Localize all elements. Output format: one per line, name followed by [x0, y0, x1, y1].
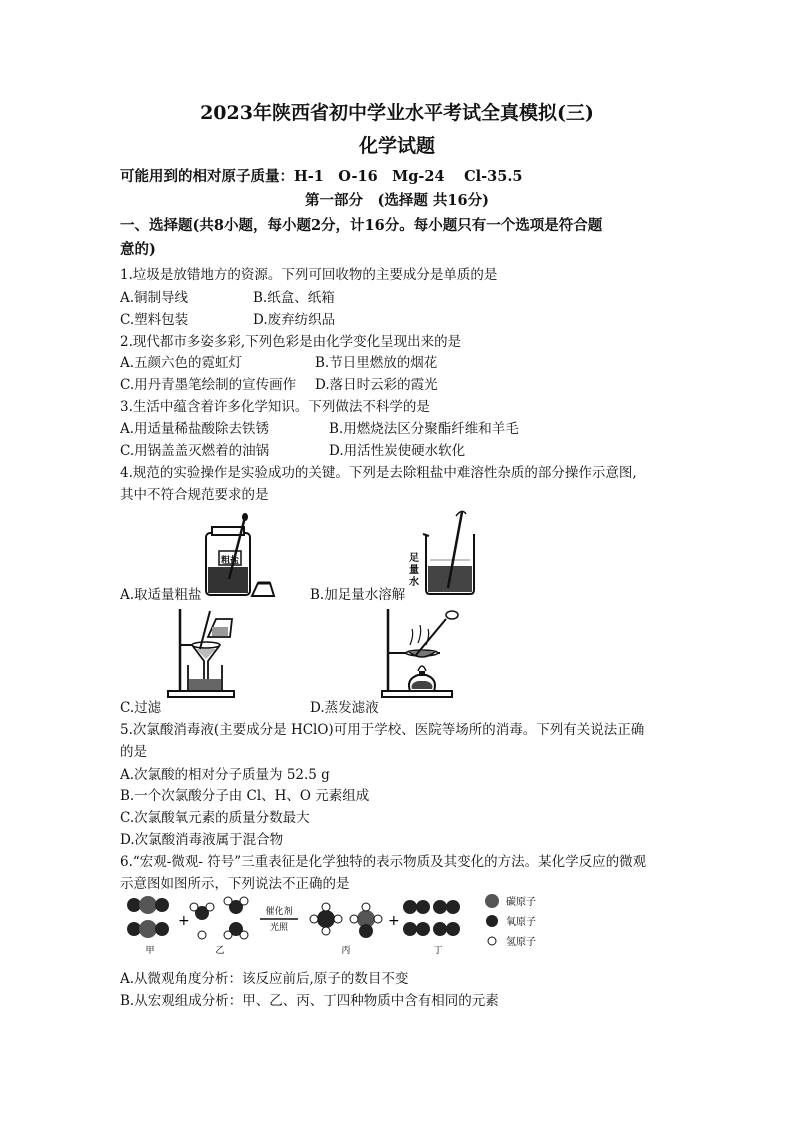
q3-stem: 3.生活中蕴含着许多化学知识。下列做法不科学的是: [120, 399, 430, 415]
jar-label: 粗盐: [221, 556, 240, 566]
figure-evaporation: [380, 605, 465, 700]
label-bing: 丙: [341, 946, 351, 956]
legend-hydrogen: 氢原子: [506, 937, 536, 948]
q5-stem-cont: 的是: [120, 744, 147, 760]
water-label-char: 量: [409, 565, 419, 576]
light-label: 光照: [269, 923, 289, 933]
q2-option-d[interactable]: D.落日时云彩的霞光: [315, 377, 438, 393]
q6-stem: 6.“宏观-微观- 符号”三重表征是化学独特的表示物质及其变化的方法。某化学反应的微观: [120, 854, 647, 870]
figure-filtration: [160, 605, 250, 700]
reaction-diagram: [120, 893, 540, 955]
q1-option-b[interactable]: B.纸盒、纸箱: [253, 290, 335, 306]
q3-option-a[interactable]: A.用适量稀盐酸除去铁锈: [120, 421, 270, 437]
legend-carbon: 碳原子: [506, 897, 536, 908]
water-label-char: 足: [409, 553, 419, 564]
q4-option-c[interactable]: C.过滤: [120, 700, 162, 716]
label-jia: 甲: [145, 946, 155, 956]
q6-option-b[interactable]: B.从宏观组成分析：甲、乙、丙、丁四种物质中含有相同的元素: [120, 993, 499, 1009]
q2-option-b[interactable]: B.节日里燃放的烟花: [315, 355, 438, 371]
q3-option-d[interactable]: D.用活性炭使硬水软化: [329, 443, 466, 459]
q4-option-d[interactable]: D.蒸发滤液: [310, 700, 379, 716]
label-ding: 丁: [433, 946, 443, 956]
q3-option-c[interactable]: C.用锅盖盖灭燃着的油锅: [120, 443, 270, 459]
svg-text:+: +: [388, 913, 400, 929]
figure-dissolve: [420, 508, 480, 596]
molecule-ding: [403, 900, 460, 936]
q4-option-b[interactable]: B.加足量水溶解: [310, 587, 406, 603]
molecule-jia: [127, 896, 169, 938]
q6-stem-cont: 示意图如图所示，下列说法不正确的是: [120, 876, 350, 892]
q2-stem: 2.现代都市多姿多彩,下列色彩是由化学变化呈现出来的是: [120, 334, 462, 350]
label-yi: 乙: [215, 946, 225, 956]
q1-option-c[interactable]: C.塑料包装: [120, 312, 189, 328]
q4-stem-cont: 其中不符合规范要求的是: [120, 487, 269, 503]
q1-stem: 1.垃圾是放错地方的资源。下列可回收物的主要成分是单质的是: [120, 267, 498, 283]
q5-option-d[interactable]: D.次氯酸消毒液属于混合物: [120, 832, 284, 848]
q1-option-a[interactable]: A.铜制导线: [120, 290, 189, 306]
q1-option-d[interactable]: D.废弃纺织品: [253, 312, 336, 328]
molecule-yi: [190, 897, 248, 939]
exam-subtitle: 化学试题: [358, 135, 435, 157]
part1-heading: 第一部分 (选择题 共16分): [305, 192, 489, 209]
legend-oxygen: 氧原子: [506, 917, 536, 928]
section1-heading-cont: 意的): [120, 241, 156, 258]
q5-stem: 5.次氯酸消毒液(主要成分是 HClO)可用于学校、医院等场所的消毒。下列有关说法正确: [120, 722, 645, 738]
q2-option-a[interactable]: A.五颜六色的霓虹灯: [120, 355, 243, 371]
q5-option-b[interactable]: B.一个次氯酸分子由 Cl、H、O 元素组成: [120, 788, 370, 804]
water-label: [409, 553, 419, 589]
exam-title: 2023年陕西省初中学业水平考试全真模拟(三): [200, 102, 594, 124]
molecule-bing: [310, 903, 382, 938]
q5-option-a[interactable]: A.次氯酸的相对分子质量为 52.5 g: [120, 767, 330, 783]
svg-text:+: +: [178, 913, 190, 929]
q3-option-b[interactable]: B.用燃烧法区分聚酯纤维和羊毛: [329, 421, 519, 437]
q4-option-a[interactable]: A.取适量粗盐: [120, 587, 202, 603]
atomic-masses: 可能用到的相对原子质量：H-1 O-16 Mg-24 Cl-35.5: [120, 168, 523, 185]
section1-heading: 一、选择题(共8小题，每小题2分，计16分。每小题只有一个选项是符合题: [120, 217, 603, 234]
q4-stem: 4.规范的实验操作是实验成功的关键。下列是去除粗盐中难溶性杂质的部分操作示意图,: [120, 465, 637, 481]
water-label-char: 水: [409, 577, 419, 588]
q5-option-c[interactable]: C.次氯酸氧元素的质量分数最大: [120, 810, 310, 826]
q2-option-c[interactable]: C.用丹青墨笔绘制的宣传画作: [120, 377, 297, 393]
q6-option-a[interactable]: A.从微观角度分析：该反应前后,原子的数目不变: [120, 971, 409, 987]
catalyst-label: 催化剂: [265, 907, 293, 917]
